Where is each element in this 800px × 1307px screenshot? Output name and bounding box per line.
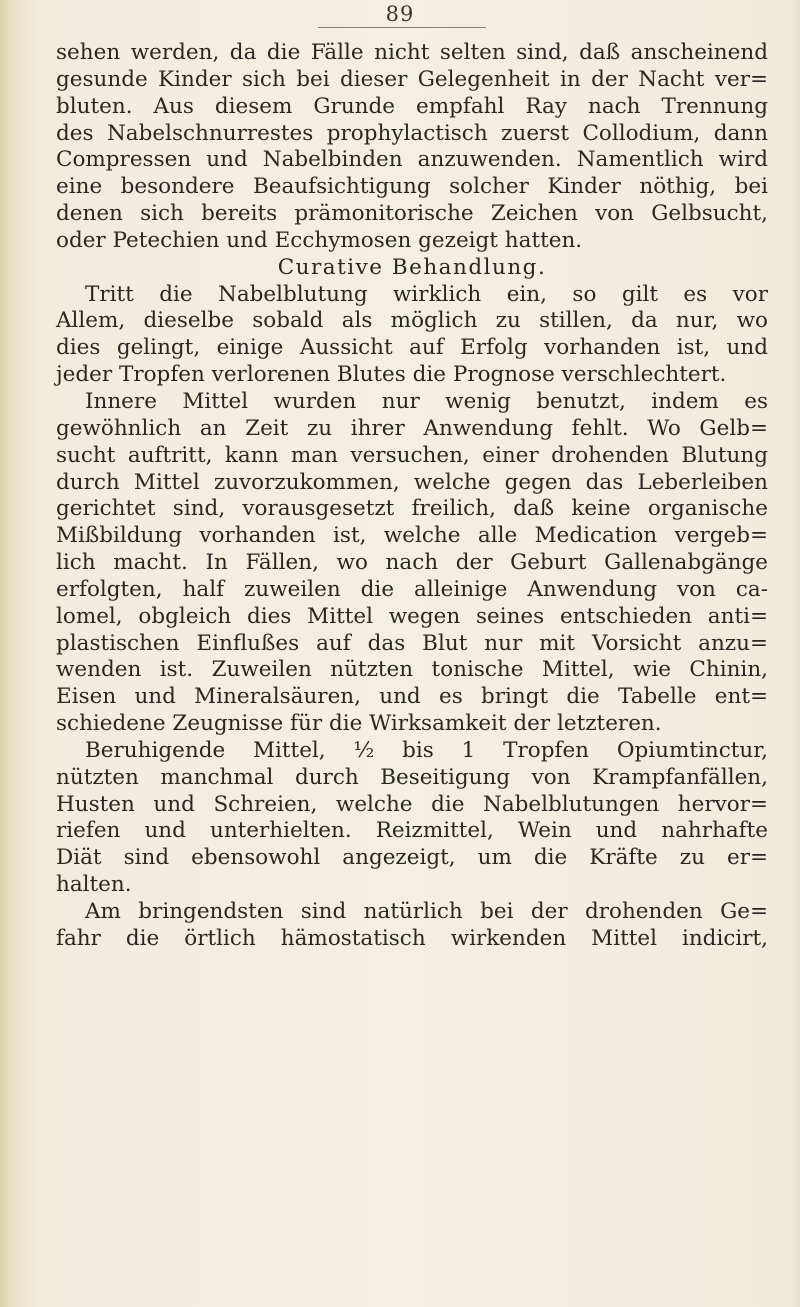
header-rule	[318, 27, 486, 28]
text-line: jeder Tropfen verlorenen Blutes die Prognose verschlechtert.	[56, 362, 727, 388]
text-line: dies gelingt, einige Aussicht auf Erfolg vorhanden ist, und	[56, 335, 768, 361]
text-line: gewöhnlich an Zeit zu ihrer Anwendung fehlt. Wo Gelb=	[56, 415, 768, 441]
text-line: gerichtet sind, vorausgesetzt freilich, daß keine organische	[56, 496, 768, 522]
text-line: sucht auftritt, kann man versuchen, einer drohenden Blutung	[56, 442, 768, 468]
text-line: plastischen Einflußes auf das Blut nur mit Vorsicht anzu=	[56, 630, 768, 656]
text-line: Allem, dieselbe sobald als möglich zu stillen, da nur, wo	[56, 308, 768, 334]
text-line: wenden ist. Zuweilen nützten tonische Mittel, wie Chinin,	[56, 657, 768, 683]
body-text	[56, 40, 768, 953]
text-line: Diät sind ebensowohl angezeigt, um die Kräfte zu er=	[56, 845, 768, 871]
text-line: des Nabelschnurrestes prophylactisch zuerst Collodium, dann	[56, 120, 768, 146]
text-line: denen sich bereits prämonitorische Zeichen von Gelbsucht,	[56, 201, 768, 227]
text-line: gesunde Kinder sich bei dieser Gelegenheit in der Nacht ver=	[56, 66, 768, 92]
text-line: eine besondere Beaufsichtigung solcher Kinder nöthig, bei	[56, 174, 768, 200]
text-line: fahr die örtlich hämostatisch wirkenden Mittel indicirt,	[56, 925, 768, 951]
text-line: durch Mittel zuvorzukommen, welche gegen das Leberleiben	[56, 469, 768, 495]
text-line: oder Petechien und Ecchymosen gezeigt hatten.	[56, 227, 583, 253]
text-line: schiedene Zeugnisse für die Wirksamkeit der letzteren.	[56, 711, 662, 737]
section-heading: Curative Behandlung.	[277, 254, 547, 280]
text-line: sehen werden, da die Fälle nicht selten sind, daß anscheinend	[56, 40, 768, 65]
text-line: lich macht. In Fällen, wo nach der Geburt Gallenabgänge	[56, 550, 768, 576]
text-line: erfolgten, half zuweilen die alleinige Anwendung von ca-	[56, 576, 768, 602]
text-line: Husten und Schreien, welche die Nabelblutungen hervor=	[56, 791, 768, 817]
text-line: Compressen und Nabelbinden anzuwenden. Namentlich wird	[56, 147, 768, 173]
text-line: bluten. Aus diesem Grunde empfahl Ray nach Trennung	[56, 93, 768, 119]
text-line: riefen und unterhielten. Reizmittel, Wein und nahrhafte	[56, 818, 768, 844]
page-number: 89	[385, 2, 415, 26]
text-line: Innere Mittel wurden nur wenig benutzt, indem es	[85, 388, 768, 414]
text-line: nützten manchmal durch Beseitigung von Krampfanfällen,	[56, 764, 768, 790]
text-line: Mißbildung vorhanden ist, welche alle Medication vergeb=	[56, 523, 768, 549]
text-line: Tritt die Nabelblutung wirklich ein, so gilt es vor	[85, 281, 768, 307]
text-line: Am bringendsten sind natürlich bei der drohenden Ge=	[85, 899, 768, 924]
text-line: Eisen und Mineralsäuren, und es bringt die Tabelle ent=	[56, 684, 768, 710]
text-line: Beruhigende Mittel, ½ bis 1 Tropfen Opiumtinctur,	[85, 737, 768, 763]
text-line: halten.	[56, 872, 132, 898]
text-line: lomel, obgleich dies Mittel wegen seines entschieden anti=	[56, 603, 768, 629]
